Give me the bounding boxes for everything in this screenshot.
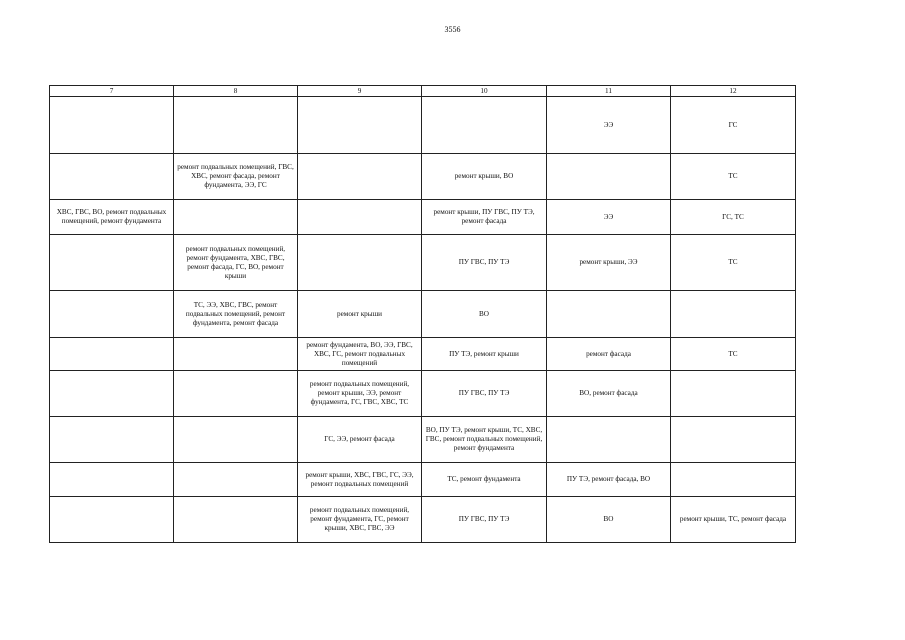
table-cell: ТС	[671, 235, 796, 291]
column-header: 7	[50, 86, 174, 97]
column-header: 12	[671, 86, 796, 97]
table-cell	[50, 291, 174, 338]
table-row	[50, 463, 796, 497]
table-cell	[671, 371, 796, 417]
table-cell	[174, 97, 298, 154]
table-cell: ХВС, ГВС, ВО, ремонт подвальных помещений, ремонт фундамента	[50, 200, 174, 235]
table-cell: ГС, ЭЭ, ремонт фасада	[298, 417, 422, 463]
table-cell: ТС	[671, 154, 796, 200]
header-row	[50, 86, 796, 97]
column-header: 11	[547, 86, 671, 97]
table-cell: ТС, ремонт фундамента	[422, 463, 547, 497]
table-row	[50, 417, 796, 463]
table-cell: ЭЭ	[547, 97, 671, 154]
table-cell: ремонт фундамента, ВО, ЭЭ, ГВС, ХВС, ГС, ремонт подвальных помещений	[298, 338, 422, 371]
table-cell: ремонт крыши, ПУ ГВС, ПУ ТЭ, ремонт фасада	[422, 200, 547, 235]
table-row	[50, 97, 796, 154]
table-row	[50, 371, 796, 417]
table-cell	[174, 417, 298, 463]
table-cell: ПУ ГВС, ПУ ТЭ	[422, 497, 547, 543]
table-cell	[50, 417, 174, 463]
table-cell	[671, 417, 796, 463]
table-cell: ВО	[422, 291, 547, 338]
table-cell: ремонт крыши, ХВС, ГВС, ГС, ЭЭ, ремонт подвальных помещений	[298, 463, 422, 497]
table-cell	[50, 497, 174, 543]
table-cell	[50, 463, 174, 497]
table-row	[50, 497, 796, 543]
table-cell	[422, 97, 547, 154]
table-cell: ремонт подвальных помещений, ремонт фундамента, ХВС, ГВС, ремонт фасада, ГС, ВО, ремонт крыши	[174, 235, 298, 291]
column-header: 8	[174, 86, 298, 97]
table-cell	[298, 97, 422, 154]
table-cell: ремонт крыши	[298, 291, 422, 338]
table-row	[50, 154, 796, 200]
table-cell: ВО	[547, 497, 671, 543]
table-cell	[174, 200, 298, 235]
table-cell	[298, 235, 422, 291]
table-cell	[174, 338, 298, 371]
column-header: 10	[422, 86, 547, 97]
table-cell: ремонт подвальных помещений, ремонт фундамента, ГС, ремонт крыши, ХВС, ГВС, ЭЭ	[298, 497, 422, 543]
table-row	[50, 235, 796, 291]
table-cell	[671, 463, 796, 497]
table-cell: ремонт подвальных помещений, ремонт крыши, ЭЭ, ремонт фундамента, ГС, ГВС, ХВС, ТС	[298, 371, 422, 417]
page-number: 3556	[444, 25, 461, 34]
table-cell: ремонт крыши, ЭЭ	[547, 235, 671, 291]
table-cell: ГС	[671, 97, 796, 154]
table-cell: ВО, ремонт фасада	[547, 371, 671, 417]
table-cell	[50, 97, 174, 154]
table-cell	[50, 371, 174, 417]
table-cell	[50, 154, 174, 200]
table-cell	[50, 235, 174, 291]
table-cell: ремонт фасада	[547, 338, 671, 371]
column-header: 9	[298, 86, 422, 97]
table-row	[50, 291, 796, 338]
table-cell: ЭЭ	[547, 200, 671, 235]
table-cell	[671, 291, 796, 338]
table-cell	[298, 200, 422, 235]
table-cell: ПУ ГВС, ПУ ТЭ	[422, 371, 547, 417]
data-table	[49, 85, 796, 543]
table-cell	[547, 417, 671, 463]
table-cell	[298, 154, 422, 200]
table-cell: ремонт крыши, ВО	[422, 154, 547, 200]
table-cell: ТС	[671, 338, 796, 371]
table-row	[50, 338, 796, 371]
table-cell: ремонт крыши, ТС, ремонт фасада	[671, 497, 796, 543]
table-cell: ремонт подвальных помещений, ГВС, ХВС, ремонт фасада, ремонт фундамента, ЭЭ, ГС	[174, 154, 298, 200]
table-cell: ПУ ТЭ, ремонт крыши	[422, 338, 547, 371]
table-cell: ПУ ГВС, ПУ ТЭ	[422, 235, 547, 291]
table-cell: ТС, ЭЭ, ХВС, ГВС, ремонт подвальных помещений, ремонт фундамента, ремонт фасада	[174, 291, 298, 338]
table-cell	[547, 154, 671, 200]
table-row	[50, 200, 796, 235]
table-cell: ПУ ТЭ, ремонт фасада, ВО	[547, 463, 671, 497]
table-cell: ВО, ПУ ТЭ, ремонт крыши, ТС, ХВС, ГВС, ремонт подвальных помещений, ремонт фундамента	[422, 417, 547, 463]
table-cell: ГС, ТС	[671, 200, 796, 235]
table-cell	[174, 497, 298, 543]
table-cell	[174, 371, 298, 417]
table-cell	[547, 291, 671, 338]
table-cell	[50, 338, 174, 371]
table-cell	[174, 463, 298, 497]
